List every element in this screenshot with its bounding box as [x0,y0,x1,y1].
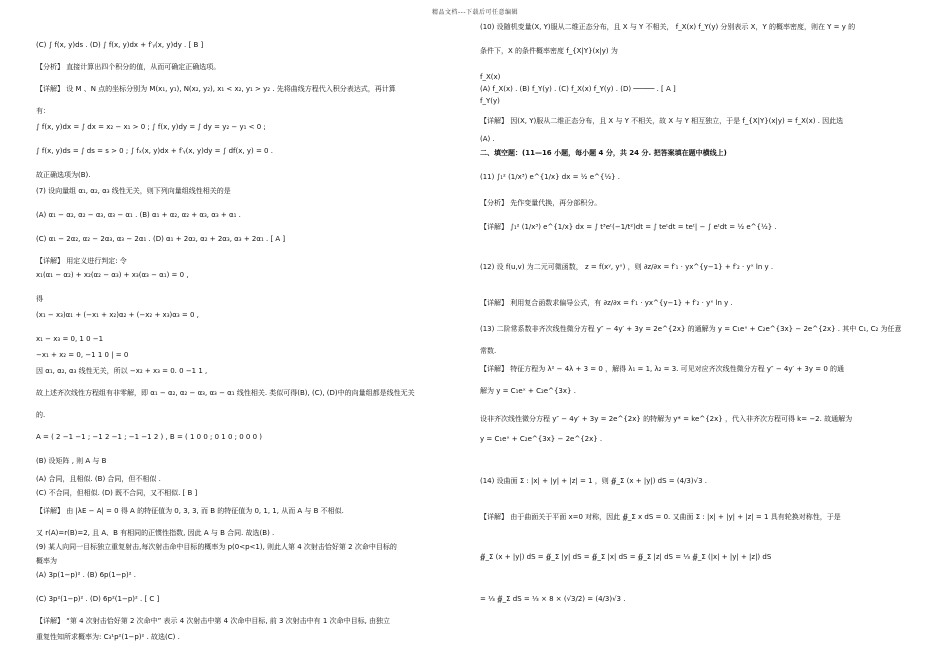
math-line: y = C₁eˣ + C₂e^{3x} − 2e^{2x} . [480,435,603,443]
text-line: (A) . [480,135,495,143]
math-line: ∫ f(x, y)ds = ∫ ds = s > 0 ; ∫ fₓ(x, y)dx + f′ᵧ(x, y)dy = ∫ df(x, y) = 0 . [36,147,273,155]
text-line: 故上述齐次线性方程组有非零解，即 α₁ − α₂, α₂ − α₃, α₃ − α₁ 线性相关. 类似可得(B), (C), (D)中的向量组都是线性无关 [36,389,415,397]
text-line: (10) 设随机变量(X, Y)服从二维正态分布，且 X 与 Y 不相关， f_X(x) f_Y(y) 分别表示 X，Y 的概率密度，则在 Y = y 的 [480,23,856,31]
math-line: 【详解】 ∫₁² (1/x³) e^{1/x} dx = ∫ t³eᵗ(−1/t²)dt = ∫ teᵗdt = teᵗ| − ∫ eᵗdt = ½ e^{½} . [480,223,777,231]
text-line: 有： [36,107,50,115]
text-line: 【详解】 设 M 、N 点的坐标分别为 M(x₁, y₁), N(x₂, y₂), x₁ < x₂, y₁ > y₂ . 先将曲线方程代入积分表达式，再计算 [36,85,396,93]
text-line: (B) 设矩阵 , 则 A 与 B [36,457,107,465]
math-line: (13) 二阶常系数非齐次线性微分方程 y″ − 4y′ + 3y = 2e^{2x} 的通解为 y = C₁eˣ + C₂e^{3x} − 2e^{2x} . 其中 C₁, C₂ 为任意 [480,325,902,333]
text-line: (C) ∫ f(x, y)ds . (D) ∫ f(x, y)dx + f′ᵧ(x, y)dy . [ B ] [36,41,204,49]
section-title: 二、填空题：(11—16 小题，每小题 4 分，共 24 分. 把答案填在题中横线上) [480,149,727,157]
math-line: x₁ − x₃ = 0, 1 0 −1 [36,335,104,343]
option-line: (C) 不合同，但相似. (D) 既不合同，又不相似. [ B ] [36,489,198,497]
option-line: (A) 合同，且相似. (B) 合同，但不相似 . [36,475,161,483]
text-line: 【详解】 由 |λE − A| = 0 得 A 的特征值为 0, 3, 3, 而 B 的特征值为 0, 1, 1, 从而 A 与 B 不相似. [36,507,344,515]
math-line: (11) ∫₁² (1/x³) e^{1/x} dx = ½ e^{½} . [480,173,621,181]
text-line: 【详解】 “第 4 次射击恰好第 2 次命中” 表示 4 次射击中第 4 次命中目标, 前 3 次射击中有 1 次命中目标, 由独立 [36,617,391,625]
page-header: 精品文档---下载后可任意编辑 [432,9,518,16]
text-line: 【详解】 因(X, Y)服从二维正态分布，且 X 与 Y 不相关，故 X 与 Y 相互独立，于是 f_{X|Y}(x|y) = f_X(x) . 因此选 [480,117,844,125]
math-line: 【详解】 特征方程为 λ² − 4λ + 3 = 0 ，解得 λ₁ = 1, λ₂ = 3. 可见对应齐次线性微分方程 y″ − 4y′ + 3y = 0 的通 [480,365,845,373]
option-line: (A) 3p(1−p)² . (B) 6p(1−p)² . [36,571,136,579]
math-line: x₁(α₁ − α₂) + x₂(α₂ − α₃) + x₃(α₃ − α₁) = 0 , [36,271,189,279]
text-line: 故正确选项为(B). [36,171,91,179]
option-line: (C) α₁ − 2α₂, α₂ − 2α₃, α₃ − 2α₁ . (D) α₁ + 2α₂, α₂ + 2α₃, α₃ + 2α₁ . [ A ] [36,235,286,243]
text-line: 【详解】 用定义进行判定: 令 [36,257,127,265]
text-line: 【分析】 直接计算出四个积分的值，从而可确定正确选项。 [36,63,221,71]
text-line: 概率为 [36,557,57,565]
left-column [36,22,464,672]
text-line: 重复性知所求概率为: C₃¹p²(1−p)² . 故选(C) . [36,633,180,641]
math-line: 【详解】 利用复合函数求偏导公式，有 ∂z/∂x = f′₁ · yx^{y−1} + f′₂ · yˣ ln y . [480,299,733,307]
math-line: f_Y(y) [480,97,500,105]
math-line: 解为 y = C₁eˣ + C₂e^{3x} . [480,387,576,395]
text-line: (9) 某人向同一目标独立重复射击,每次射击命中目标的概率为 p(0<p<1), 则此人第 4 次射击恰好第 2 次命中目标的 [36,543,397,551]
math-line: (12) 设 f(u,v) 为二元可微函数， z = f(xʸ, yˣ) ，则 ∂z/∂x = f′₁ · yx^{y−1} + f′₂ · yˣ ln y . [480,263,774,271]
math-line: 【详解】 由于曲面关于平面 x=0 对称，因此 ∯_Σ x dS = 0. 又曲面 Σ : |x| + |y| + |z| = 1 具有轮换对称性，于是 [480,513,841,521]
math-line: 设非齐次线性微分方程 y″ − 4y′ + 3y = 2e^{2x} 的特解为 y* = ke^{2x} ，代入非齐次方程可得 k= −2. 故通解为 [480,415,853,423]
right-column [480,22,920,672]
text-line: 常数. [480,347,497,355]
text-line: 又 r(A)=r(B)=2, 且 A、B 有相同的正惯性指数, 因此 A 与 B 合同. 故选(B) . [36,529,275,537]
math-line: ∫ f(x, y)dx = ∫ dx = x₂ − x₁ > 0 ; ∫ f(x, y)dy = ∫ dy = y₂ − y₁ < 0 ; [36,123,266,131]
math-line: 因 α₁, α₂, α₃ 线性无关，所以 −x₂ + x₃ = 0. 0 −1 1 , [36,367,208,375]
math-line: −x₁ + x₂ = 0, −1 1 0 | = 0 [36,351,129,359]
text-line: (7) 设向量组 α₁, α₂, α₃ 线性无关，则下列向量组线性相关的是 [36,187,231,195]
math-line: (x₁ − x₃)α₁ + (−x₁ + x₂)α₂ + (−x₂ + x₃)α₃ = 0 , [36,311,199,319]
text-line: 得 [36,295,43,303]
math-line: ∯_Σ (x + |y|) dS = ∯_Σ |y| dS = ∯_Σ |x| dS = ∯_Σ |z| dS = ⅓ ∯_Σ (|x| + |y| + |z|) dS [480,553,772,561]
text-line: 的. [36,411,46,419]
text-line: 【分析】 先作变量代换，再分部积分。 [480,199,602,207]
math-line: f_X(x) [480,73,501,81]
option-line: (C) 3p²(1−p)² . (D) 6p²(1−p)² . [ C ] [36,595,160,603]
math-line: = ⅓ ∯_Σ dS = ⅓ × 8 × (√3/2) = (4/3)√3 . [480,595,626,603]
matrix-line: A = ( 2 −1 −1 ; −1 2 −1 ; −1 −1 2 ) , B = ( 1 0 0 ; 0 1 0 ; 0 0 0 ) [36,433,263,441]
option-line: (A) α₁ − α₂, α₂ − α₃, α₃ − α₁ . (B) α₁ + α₂, α₂ + α₃, α₃ + α₁ . [36,211,241,219]
text-line: 条件下，X 的条件概率密度 f_{X|Y}(x|y) 为 [480,47,618,55]
math-line: (14) 设曲面 Σ : |x| + |y| + |z| = 1 ，则 ∯_Σ (x + |y|) dS = (4/3)√3 . [480,477,707,485]
option-line: (A) f_X(x) . (B) f_Y(y) . (C) f_X(x) f_Y(y) . (D) ───── . [ A ] [480,85,676,93]
